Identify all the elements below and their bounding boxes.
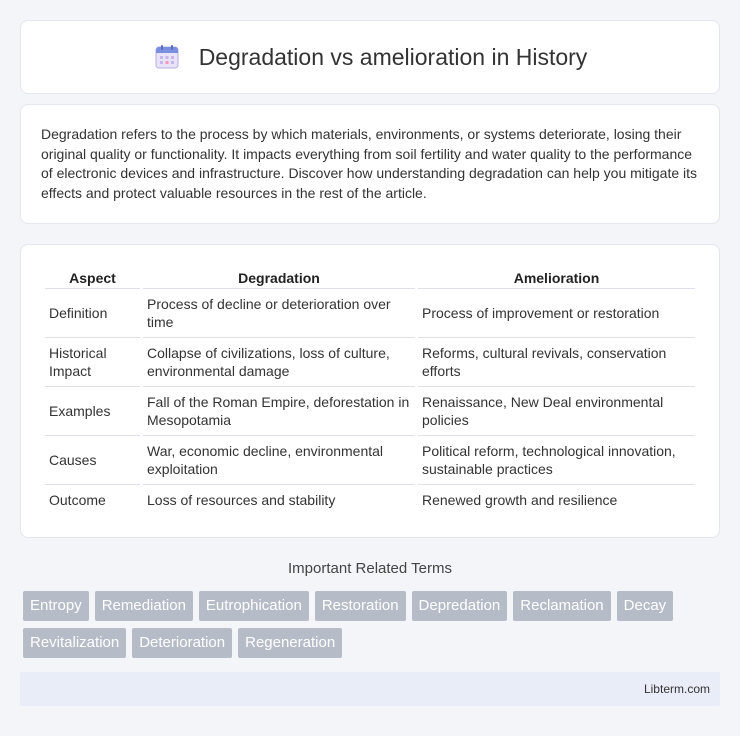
row-amelioration: Process of improvement or restoration	[418, 289, 695, 338]
row-degradation: Loss of resources and stability	[147, 492, 336, 508]
tag-remediation[interactable]: Remediation	[95, 591, 193, 621]
row-degradation: Fall of the Roman Empire, deforestation in Mesopotamia	[143, 387, 415, 436]
tag-entropy[interactable]: Entropy	[23, 591, 89, 621]
row-amelioration: Reforms, cultural revivals, conservation efforts	[418, 338, 695, 387]
row-aspect: Outcome	[49, 492, 106, 508]
intro-card	[20, 104, 720, 224]
tag-regeneration[interactable]: Regeneration	[238, 628, 342, 658]
row-degradation: War, economic decline, environmental exploitation	[143, 436, 415, 485]
calendar-icon	[153, 43, 181, 71]
table-row	[45, 338, 695, 387]
row-aspect: Causes	[45, 436, 140, 485]
header-aspect: Aspect	[45, 265, 140, 289]
table-row	[45, 387, 695, 436]
row-aspect: Definition	[45, 289, 140, 338]
comparison-table-card	[20, 244, 720, 538]
row-amelioration: Political reform, technological innovation, sustainable practices	[418, 436, 695, 485]
title-card	[20, 20, 720, 94]
tag-deterioration[interactable]: Deterioration	[132, 628, 232, 658]
row-aspect: Examples	[45, 387, 140, 436]
row-aspect: Historical Impact	[45, 338, 140, 387]
table-row	[45, 289, 695, 338]
header-degradation: Degradation	[143, 265, 415, 289]
intro-text: Degradation refers to the process by which materials, environments, or systems deteriorate, losing their original quality or functionality. It impacts everything from soil fertility and water quality to the performance of electronic devices and infrastructure. Discover how understanding degradation can help you mitigate its effects and protect valuable resources in the rest of the article.	[41, 126, 698, 201]
table-row	[45, 436, 695, 485]
table-row	[45, 485, 695, 515]
title-wrap	[153, 43, 588, 71]
row-degradation: Process of decline or deterioration over time	[143, 289, 415, 338]
tag-revitalization[interactable]: Revitalization	[23, 628, 126, 658]
row-amelioration: Renewed growth and resilience	[422, 492, 618, 508]
comparison-table	[42, 265, 698, 515]
tag-depredation[interactable]: Depredation	[412, 591, 508, 621]
tag-restoration[interactable]: Restoration	[315, 591, 406, 621]
related-terms-tags	[23, 591, 723, 658]
tag-decay[interactable]: Decay	[617, 591, 674, 621]
footer	[20, 672, 720, 706]
tag-reclamation[interactable]: Reclamation	[513, 591, 610, 621]
footer-link[interactable]: Libterm.com	[643, 682, 710, 696]
table-header-row	[45, 265, 695, 289]
tag-eutrophication[interactable]: Eutrophication	[199, 591, 309, 621]
header-amelioration: Amelioration	[418, 265, 695, 289]
related-terms-title: Important Related Terms	[288, 560, 452, 577]
page-title: Degradation vs amelioration in History	[198, 43, 588, 70]
row-degradation: Collapse of civilizations, loss of culture, environmental damage	[143, 338, 415, 387]
row-amelioration: Renaissance, New Deal environmental policies	[418, 387, 695, 436]
